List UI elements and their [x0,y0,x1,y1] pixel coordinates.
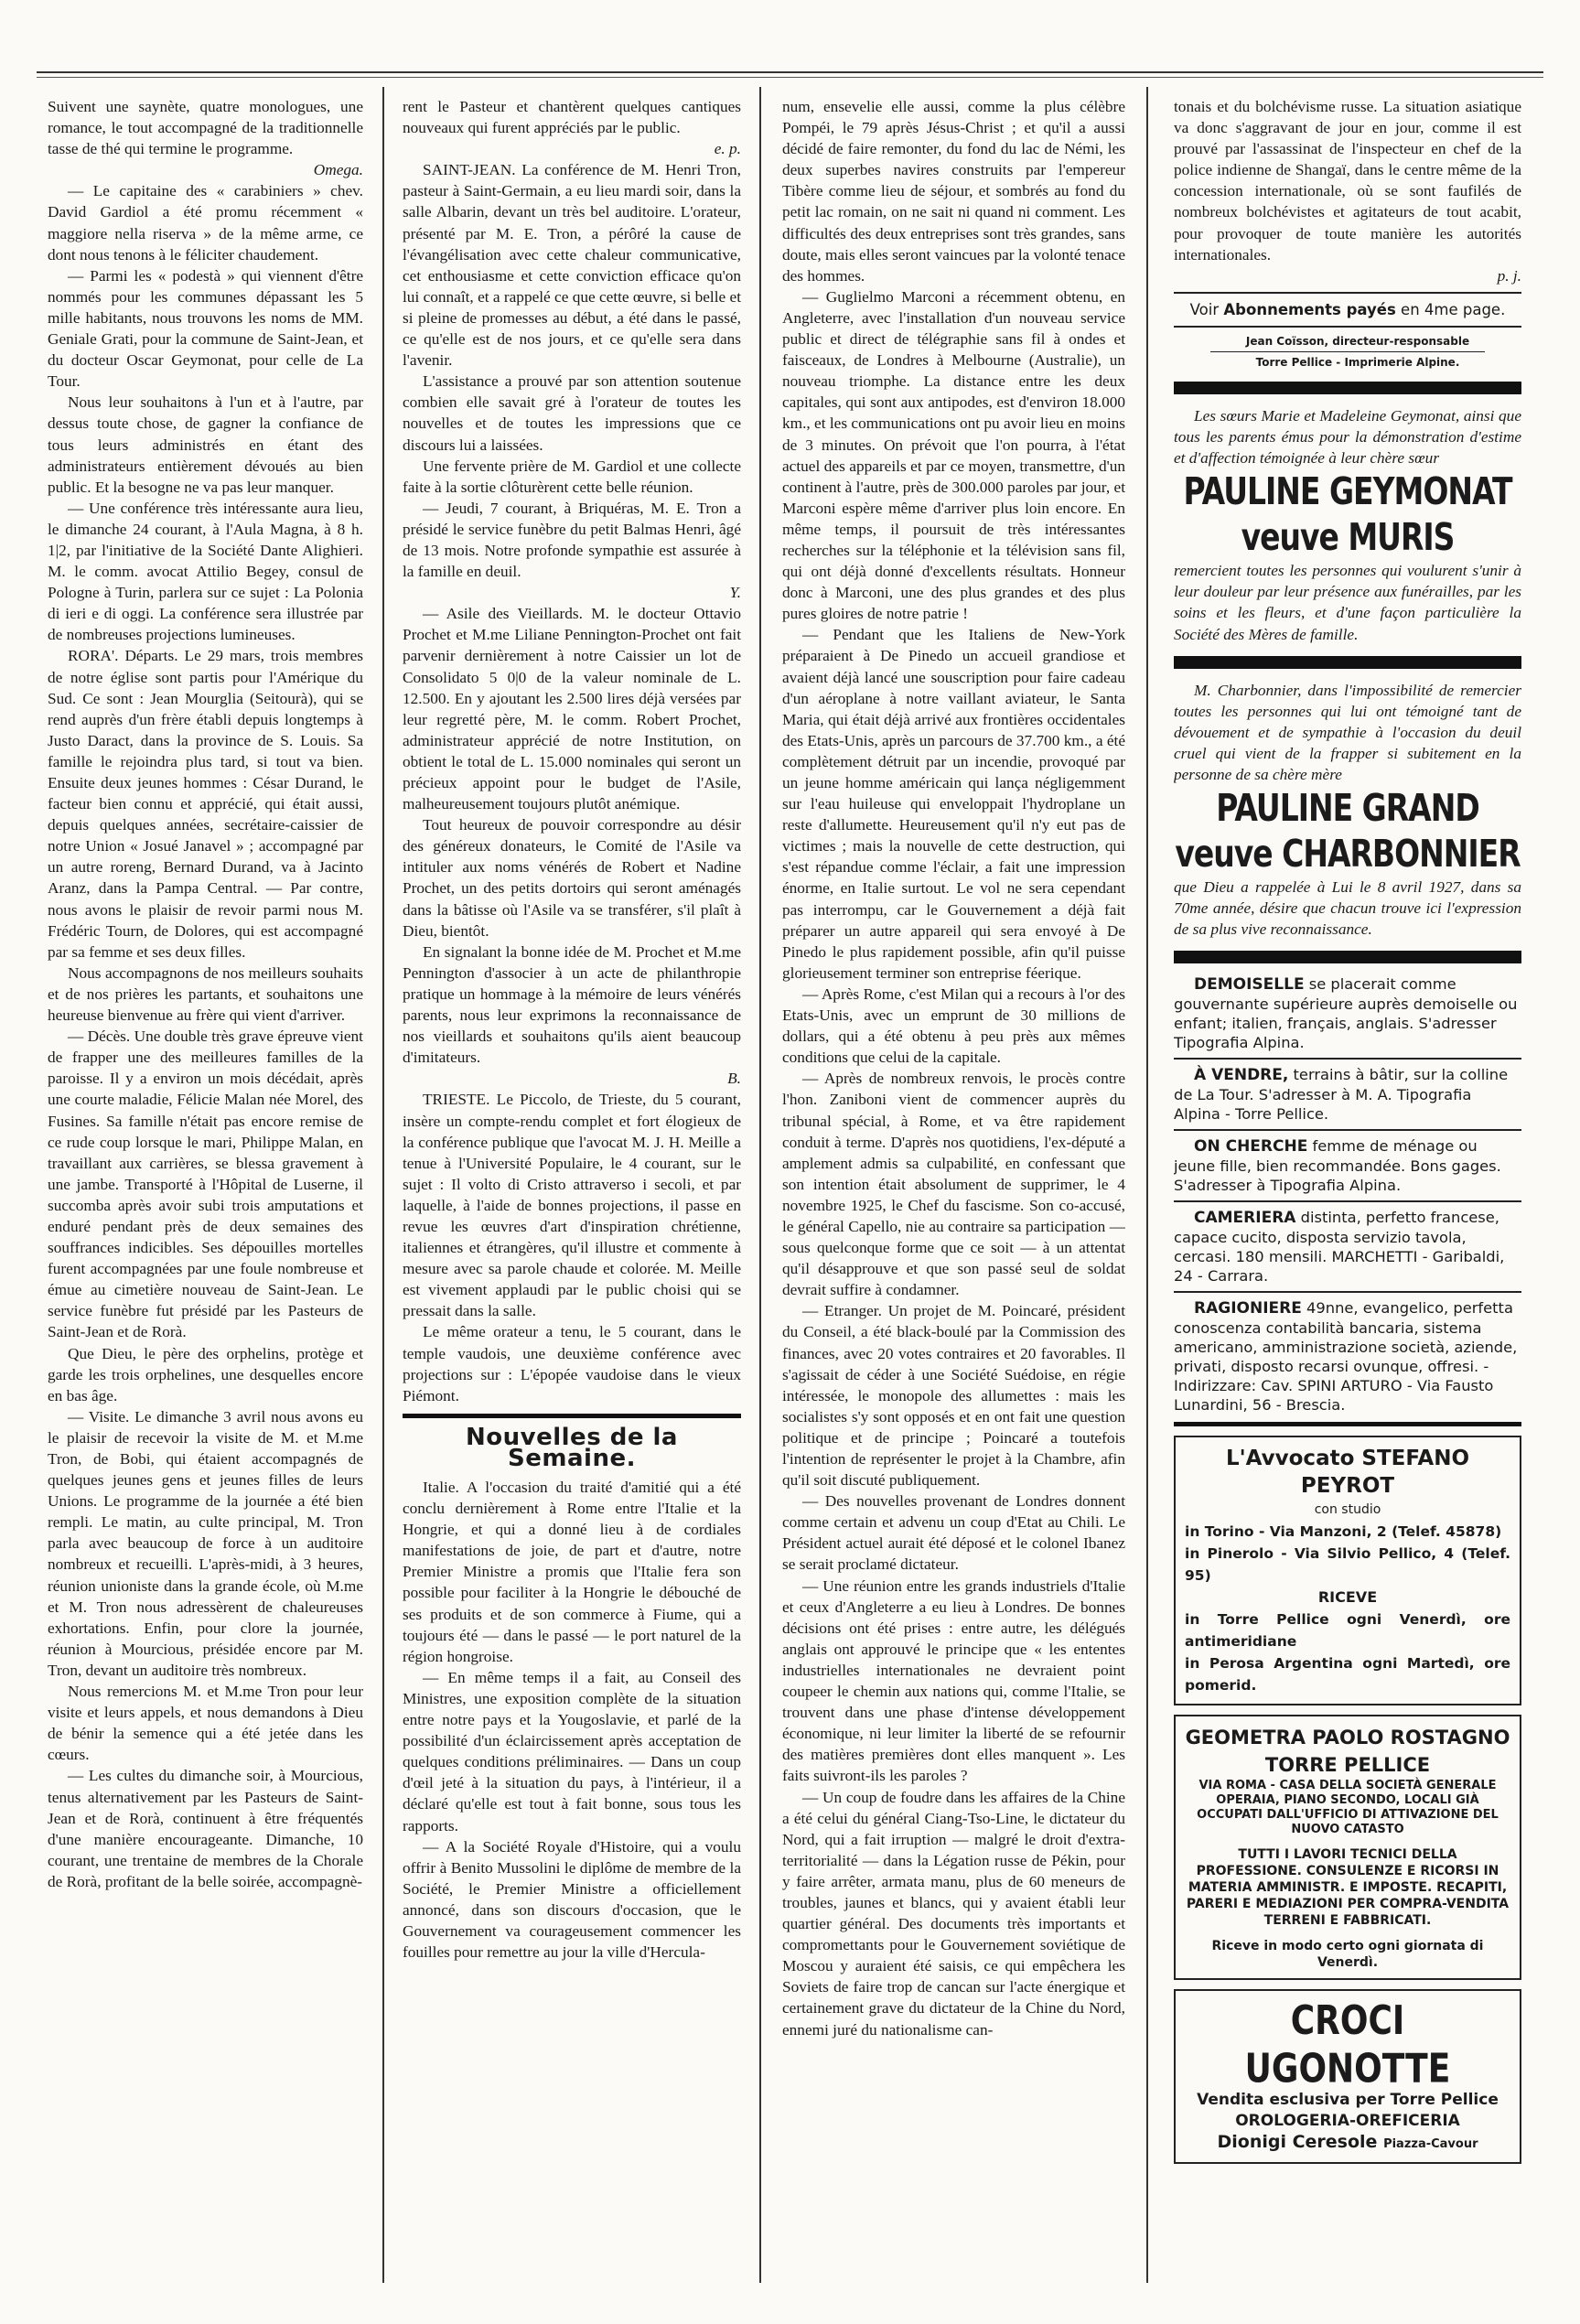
notice-text: remercient toutes les personnes qui voulurent s'unir à leur douleur par leur présence aux funérailles, par les soins et les fleurs, et d'une façon particulière la Société des Mères de famille. [1174,562,1521,643]
section-title: Nouvelles de la Semaine. [466,1423,678,1472]
paragraph: Le même orateur a tenu, le 5 courant, dans le temple vaudois, une deuxième conférence avec projections sur : L'épopée vaudoise dans le vieux Piémont. [403,1323,741,1404]
ad-box-croci [1174,1989,1521,2164]
column-3 [782,96,1125,2287]
column-1 [48,96,363,2287]
classified-ad [1174,974,1521,1052]
notice-text: que Dieu a rappelée à Lui le 8 avril 1927, dans sa 70me année, désire que chacun trouve ici l'expression de sa plus vive reconnaissance. [1174,878,1521,939]
box-line: OROLOGERIA-OREFICERIA [1235,2111,1460,2130]
ad-heading: À VENDRE, [1194,1066,1289,1085]
box-body: TUTTI I LAVORI TECNICI DELLA PROFESSIONE. CONSULENZE E RICORSI IN MATERIA AMMINISTR. E IMPOSTE. RECAPITI, PARERI E MEDIAZIONI PER COMPRA-VENDITA TERRENI E FABBRICATI. [1186,1846,1510,1928]
deceased-name: PAULINE GRAND veuve CHARBONNIER [1175,785,1521,876]
black-bar [1174,382,1521,394]
paragraph: — Les cultes du dimanche soir, à Mourcious, tenus alternativement par les Pasteurs de Saint-Jean et de Rorà, continuent à être fréquentés d'une manière encourageante. Dimanche, 10 courant, une trentaine de membres de la Chorale de Rorà, profitant de la belle soirée, accompagnè- [48,1767,363,1890]
paragraph: — Asile des Vieillards. M. le docteur Ottavio Prochet et M.me Liliane Pennington-Prochet ont fait parvenir dernièrement à notre Caissier un lot de Consolidato 5 0|0 de la valeur nominale de L. 12.500. En y ajoutant les 2.500 lires déjà versées par leur regretté père, M. le comm. Robert Prochet, administrateur apprécié de notre Institution, on obtient le total de L. 15.000 nominales qui seront un précieux appoint pour le budget de l'Asile, malheureusement toujours plutôt anémique. [403,605,741,813]
box-line: in Pinerolo - Via Silvio Pellico, 4 (Telef. 95) [1185,1545,1510,1585]
abon-bold: Abonnements payés [1223,300,1396,318]
paragraph: Tout heureux de pouvoir correspondre au désir des généreux donateurs, le Comité de l'Asile va intituler aux noms vénérés de Robert et Nadine Prochet, un des petits dortoirs qui seront aménagés dans la bâtisse où l'Asile va se transférer, s'il plaît à Dieu, bientôt. [403,816,741,940]
classified-ad [1174,1298,1521,1415]
classified-ad [1174,1136,1521,1195]
box-line: in Torino - Via Manzoni, 2 (Telef. 45878) [1185,1523,1502,1541]
signature: B. [727,1070,741,1088]
paragraph: — Une conférence très intéressante aura lieu, le dimanche 24 courant, à l'Aula Magna, à 8 h. 1|2, par l'initiative de la Société Dante Alighieri. M. le comm. avocat Attilio Begey, consul de Pologne à Turin, parlera sur ce sujet : La Polonia di ieri e di oggi. La conférence sera illustrée par de nombreuses projections lumineuses. [48,499,363,644]
paragraph: — En même temps il a fait, au Conseil des Ministres, une exposition complète de la situation entre notre pays et la Yougoslavie, et parlé de la possibilité d'un éclaircissement après acceptation de quelques conditions préliminaires. — Dans un coup d'œil jeté à la situation du pays, à l'intérieur, il a déclaré qu'elle est tout à fait bonne, sous tous les rapports. [403,1668,741,1834]
paragraph: — Parmi les « podestà » qui viennent d'être nommés pour les communes dépassant les 5 mille habitants, nous trouvons les noms de MM. Geniale Grati, pour la commune de Saint-Jean, et du docteur Oscar Geymonat, pour celle de La Tour. [48,266,363,391]
ad-text: distinta, perfetto francese, capace cucito, disposta servizio tavola, cercasi. 180 mensili. MARCHETTI - Garibaldi, 24 - Carrara. [1174,1209,1505,1286]
divider [1174,1422,1521,1426]
shop-address: Piazza-Cavour [1383,2136,1478,2151]
paragraph: — Visite. Le dimanche 3 avril nous avons eu le plaisir de recevoir la visite de M. et M.me Tron, de Bobi, qui étaient accompagnés de quelques jeunes gens et jeunes filles de leurs Unions. Le programme de la journée a été bien rempli. Le matin, au culte principal, M. Tron parla avec beaucoup de force à un auditoire nombreux et recueilli. L'après-midi, à 3 heures, réunion unioniste dans la grande école, où M.me et M. Tron nous adressèrent de chaleureuses exhortations. Enfin, pour clore la journée, réunion à Mourcious, présidée encore par M. Tron, devant un auditoire très nombreux. [48,1407,363,1679]
box-line [1185,2132,1510,2155]
column-2 [403,96,741,2287]
box-line: in Torre Pellice ogni Venerdì, ore antimeridiane [1185,1610,1510,1650]
column-divider-1 [382,87,384,2283]
responsible-editor: Jean Coïsson, directeur-responsable [1245,334,1470,348]
abon-pre: Voir [1189,300,1220,318]
paragraph: — Une réunion entre les grands industriels d'Italie et ceux d'Angleterre a eu lieu à Londres. De bonnes décisions ont été prises : entre autre, les délégués anglais ont approuvé le principe que « les ententes industrielles internationales ne devraient point coupeer le chemin aux nations qui, comme l'Italie, se trouvent dans une phase d'intense développement économique, ni leur limiter la liberté de se refournir des matières premières dont elles manquent ». Les faits suivront-ils les paroles ? [782,1576,1125,1785]
box-title: GEOMETRA PAOLO ROSTAGNO [1185,1726,1510,1748]
paragraph: Italie. A l'occasion du traité d'amitié qui a été conclu dernièrement à Rome entre l'Italie et la Hongrie, et qui a donné lieu à de cordiales manifestations de joie, de part et d'autre, notre Premier Ministre a promis que l'Italie fera son possible pour faciliter à la Hongrie le débouché de ses produits et de son commerce à Fiume, qui a toujours été — dans le passé — le port naturel de la région hongroise. [403,1479,741,1665]
box-address: VIA ROMA - CASA DELLA SOCIETÀ GENERALE OPERAIA, PIANO SECONDO, LOCALI GIÀ OCCUPATI DALL'UFFICIO DI ATTIVAZIONE DEL NUOVO CATASTO [1197,1778,1499,1836]
box-subtitle: con studio [1314,1502,1381,1518]
divider [1174,1129,1521,1131]
box-line: in Perosa Argentina ogni Martedì, ore pomerid. [1185,1654,1510,1694]
paragraph: num, ensevelie elle aussi, comme la plus célèbre Pompéi, le 79 après Jésus-Christ ; et qu'il a aussi décidé de faire remonter, du fond du lac de Némi, les deux superbes navires construits par l'empereur Tibère comme lieu de séjour, et sombrés au fond du petit lac romain, on ne sait ni quand ni comment. Les difficultés des deux entreprises sont très grandes, sans doute, mais elles seront vaincues par la volonté tenace des hommes. [782,98,1125,285]
paragraph: — Jeudi, 7 courant, à Briquéras, M. E. Tron a présidé le service funèbre du petit Balmas Henri, âgé de 13 mois. Notre profonde sympathie est assurée à la famille en deuil. [403,499,741,581]
paragraph: — Des nouvelles provenant de Londres donnent comme certain et advenu un coup d'Etat au Chili. Le Président actuel aurait été déposé et le colonel Ibanez se serait proclamé dictateur. [782,1492,1125,1574]
paragraph: — Après Rome, c'est Milan qui a recours à l'or des Etats-Unis, avec un emprunt de 30 millions de dollars, qui a été obtenu à peu près aux mêmes conditions que celui de la capitale. [782,984,1125,1067]
ad-text: femme de ménage ou jeune fille, bien recommandée. Bons gages. S'adresser à Tipografia Alpina. [1174,1137,1501,1195]
divider [1174,1058,1521,1060]
paragraph: tonais et du bolchévisme russe. La situation asiatique va donc s'aggravant de jour en jour, comme il est prouvé par l'assassinat de l'inspecteur en chef de la police indienne de Shangaï, dans le centre même de la concession internationale, où se sont faufilés de nombreux bolchévistes et agitateurs de tout acabit, pour provoquer de toute manière les autorités internationales. [1174,98,1521,264]
signature: Omega. [313,161,363,179]
divider [1174,1291,1521,1293]
top-rule [37,71,1543,73]
ad-text: 49nne, evangelico, perfetta conoscenza contabilità bancaria, sistema americano, amministrazione società, aziende, privati, disposto recarsi ovunque, offresi. - Indirizzare: Cav. SPINI ARTURO - Via Fausto Lunardini, 56 - Brescia. [1174,1299,1518,1415]
paragraph: TRIESTE. Le Piccolo, de Trieste, du 5 courant, insère un compte-rendu complet et fort élogieux de la conférence publique que l'avocat M. J. H. Meille a tenue à l'Université Populaire, le 4 courant, sur le sujet : Il volto di Cristo attraverso i secoli, et par laquelle, à l'aide de bonnes projections, il passe en revue les œuvres d'art d'inspiration chrétienne, italiennes et étrangères, qu'il illustre et commente à mesure avec sa parole chaude et colorée. M. Meille est vivement applaudi par le public choisi qui se pressait dans la salle. [403,1091,741,1320]
signature: p. j. [1497,266,1521,285]
ad-box-lawyer [1174,1436,1521,1705]
paragraph: — Un coup de foudre dans les affaires de la Chine a été celui du général Ciang-Tso-Line, le dictateur du Nord, qui a fait irruption — malgré le droit d'extra-territorialité — dans la Légation russe de Pékin, pour y faire arrêter, armata manu, plus de 60 meneurs de troubles, jaunes et blancs, qui y avaient établi leur quartier général. Des documents très importants et compromettants pour le Gouvernement soviétique de Moscou y auraient été saisis, ce qui empêchera les Soviets de faire trop de cancan sur l'acte énergique et certainement grave du dictateur de la Chine du Nord, ennemi juré du nationalisme can- [782,1788,1125,2039]
classified-ad [1174,1208,1521,1286]
box-footer: Riceve in modo certo ogni giornata di Venerdì. [1211,1938,1484,1970]
ad-heading: CAMERIERA [1194,1209,1296,1228]
section-rule [403,1414,741,1418]
ad-heading: DEMOISELLE [1194,975,1305,995]
black-bar [1174,951,1521,963]
divider [1174,292,1521,294]
column-4 [1174,96,1521,2287]
paragraph: — Après de nombreux renvois, le procès contre l'hon. Zaniboni vient de commencer auprès du tribunal spécial, à Rome, et va être rapidement conduit à terme. D'après nos quotidiens, l'ex-député a amplement admis sa culpabilité, en confessant que son intention était absolument de supprimer, le 4 novembre 1925, le Chef du fascisme. Son co-accusé, le général Capello, nie au contraire sa participation — sous quelconque forme que ce soit — à un attentat qu'il désapprouve et que son passé seul de soldat devrait suffire à condamner. [782,1070,1125,1299]
ad-text: se placerait comme gouvernante supérieure auprès demoiselle ou enfant; italien, français, anglais. S'adresser Tipografia Alpina. [1174,975,1518,1052]
paragraph: — Pendant que les Italiens de New-York préparaient à De Pinedo un accueil grandiose et avaient déjà lancé une souscription pour faire cadeau d'un aéroplane à notre vaillant aviateur, le Santa Maria, qui était déjà arrivé aux frontières occidentales des Etats-Unis, après un parcours de 37.700 km., a été complètement détruit par un incendie, provoqué par un jeune homme américain qui lança négligemment sur l'eau huileuse qui enveloppait l'hydroplane un reste d'allumette. Heureusement qu'il n'y eut pas de victimes ; mais la nouvelle de cette destruction, qui s'est répandue comme l'éclair, a fait une impression énorme, en Italie surtout. Le vol ne sera cependant pas interrompu, car le Gouvernement a déjà fait préparer un autre appareil qui sera envoyé à De Pinedo le plus rapidement possible, afin qu'il puisse glorieusement terminer son entreprise féerique. [782,626,1125,982]
paragraph: rent le Pasteur et chantèrent quelques cantiques nouveaux qui furent appréciés par le public. [403,98,741,137]
divider [1174,326,1521,328]
signature: Y. [729,584,741,602]
column-divider-3 [1146,87,1148,2283]
printer-line: Torre Pellice - Imprimerie Alpine. [1255,355,1460,369]
paragraph: — Guglielmo Marconi a récemment obtenu, en Angleterre, avec l'installation d'un nouveau service public et direct de télégraphie sans fil à ondes et faisceaux, de Londres à Melbourne (Australie), un nouveau triomphe. La distance entre les deux capitales, qui sont aux antipodes, est d'environ 18.000 km., et les communications ont pu avoir lieu en moins de 3 minutes. On prévoit que l'on pourra, à l'état actuel des appareils et par ce moyen, transmettre, d'un continent à l'autre, près de 300.000 paroles par jour, et Marconi espère même d'arriver plus loin encore. En même temps, il poursuit de très intéressantes recherches sur la téléphonie et la télévision sans fil, qui ont déjà donné d'excellents résultats. Honneur donc à Marconi, une des plus grandes et des plus pures gloires de notre patrie ! [782,287,1125,623]
box-city: TORRE PELLICE [1264,1753,1431,1776]
ad-heading: RAGIONIERE [1194,1299,1302,1318]
signature: e. p. [714,140,741,158]
paragraph: RORA'. Départs. Le 29 mars, trois membres de notre église sont partis pour l'Amérique du Sud. Ce sont : Jean Mourglia (Seitourà), qui se rend auprès d'un frère établi depuis longtemps à Justo Daract, dans la province de S. Louis. Sa famille le rejoindra plus tard, si tout va bien. Ensuite deux jeunes hommes : César Durand, le facteur bien connu et apprécié, qui était aussi, depuis quelques années, secrétaire-caissier de notre Union « Josué Janavel » ; accompagné par un autre roreng, Bernard Durand, va à Jacinto Aranz, dans la Pampa Central. — Par contre, nous avons le plaisir de revoir parmi nous M. Frédéric Tourn, de Dolores, qui est accompagné par sa femme et ses deux filles. [48,647,363,961]
column-divider-2 [759,87,761,2283]
ad-heading: ON CHERCHE [1194,1137,1308,1157]
paragraph: Une fervente prière de M. Gardiol et une collecte faite à la sortie clôturèrent cette belle réunion. [403,457,741,496]
paragraph: Que Dieu, le père des orphelins, protège et garde les trois orphelines, une desquelles encore en bas âge. [48,1344,363,1404]
box-title: L'Avvocato STEFANO PEYROT [1225,1447,1470,1499]
paragraph: — Le capitaine des « carabiniers » chev. David Gardiol a été promu récemment « maggiore nella riserva » de la même arme, ce dont nous tenons à le féliciter chaudement. [48,182,363,264]
divider [1174,1200,1521,1202]
paragraph: Nous leur souhaitons à l'un et à l'autre, par dessus toute chose, de gagner la confiance de tous leurs administrés en étant des administrateurs entièrement dévoués au bien public. Et la besogne ne va pas leur manquer. [48,393,363,496]
box-title: CROCI UGONOTTE [1244,1997,1451,2092]
box-line: Vendita esclusiva per Torre Pellice [1197,2090,1499,2109]
paragraph: — Etranger. Un projet de M. Poincaré, président du Conseil, a été black-boulé par la Commission des finances, avec 20 votes contraires et 20 favorables. Il s'agissait de céder à une Société Suédoise, en régie intéressée, le monopole des allumettes : mais les socialistes s'y sont opposés et en ont fait une question politique et de principe ; Poincaré a toutefois l'intention de représenter le projet à la Chambre, afin qu'il soit discuté publiquement. [782,1302,1125,1490]
top-rule-thin [37,77,1543,78]
classified-ad [1174,1065,1521,1124]
ad-text: terrains à bâtir, sur la colline de La Tour. S'adresser à M. A. Tipografia Alpina - Torre Pellice. [1174,1066,1509,1124]
abonnements-line [1174,299,1521,320]
paragraph: SAINT-JEAN. La conférence de M. Henri Tron, pasteur à Saint-Germain, a eu lieu mardi soir, dans la salle Albarin, devant un très bel auditoire. L'orateur, présenté par M. E. Tron, a pérôré la cause de l'évangélisation avec cette chaleur communicative, cet enthousiasme et cette conviction efficace qu'on lui connaît, et a rappelé ce que cette œuvre, si belle et si pleine de promesses au début, a été dans le passé, ce qu'elle est de nos jours, et ce qu'elle sera dans l'avenir. [403,161,741,370]
ad-box-geometra [1174,1715,1521,1980]
deceased-name: PAULINE GEYMONAT veuve MURIS [1183,468,1512,559]
abon-post: en 4me page. [1401,300,1506,318]
box-riceve: RICEVE [1317,1588,1378,1607]
paragraph: — A la Société Royale d'Histoire, qui a voulu offrir à Benito Mussolini le diplôme de membre de la Société, le Premier Ministre a officiellement annoncé, dans son discours d'occasion, que le Gouvernement va courageusement commencer les fouilles pour remettre au jour la ville d'Hercula- [403,1837,741,1962]
paragraph: Suivent une saynète, quatre monologues, une romance, le tout accompagné de la traditionnelle tasse de thé qui termine le programme. [48,98,363,158]
paragraph: L'assistance a prouvé par son attention soutenue combien elle savait gré à l'orateur de toutes les nouvelles et de toutes les impressions que ce discours lui a laissées. [403,372,741,454]
notice-text: Les sœurs Marie et Madeleine Geymonat, ainsi que tous les parents émus pour la démonstration d'estime et d'affection témoignée à leur chère sœur [1174,406,1521,468]
paragraph: Nous accompagnons de nos meilleurs souhaits et de nos prières les partants, et souhaitons une heureuse bienvenue au frère qui vient d'arriver. [48,963,363,1025]
paragraph: En signalant la bonne idée de M. Prochet et M.me Pennington d'associer à un acte de philanthropie pratique un hommage à la mémoire de leurs vénérés parents, nous leur exprimons la reconnaissance de nos vieillards et souhaitons qu'ils aient beaucoup d'imitateurs. [403,942,741,1067]
divider [1210,351,1485,352]
shop-name: Dionigi Ceresole [1217,2131,1378,2152]
paragraph: — Décès. Une double très grave épreuve vient de frapper une des meilleures familles de la paroisse. Il y a environ un mois décédait, après une courte maladie, Félicie Malan née Morel, des Fusines. Sa famille n'était pas encore remise de ce rude coup lorsque le mari, Philippe Malan, en travaillant aux carrières, se blessa gravement à une jambe. Transporté à l'Hôpital de Luserne, il succomba après avoir subi trois amputations et enduré pendant près de deux semaines des souffrances indicibles. Ses dépouilles mortelles furent accompagnées par une foule nombreuse et émue au cimetière nouveau de Saint-Jean. Le service funèbre fut présidé par les Pasteurs de Saint-Jean et de Rorà. [48,1028,363,1341]
paragraph: Nous remercions M. et M.me Tron pour leur visite et leurs appels, et nous demandons à Dieu de bénir la semence qui a été jetée dans les cœurs. [48,1683,363,1764]
black-bar [1174,656,1521,669]
notice-text: M. Charbonnier, dans l'impossibilité de remercier toutes les personnes qui lui ont témoigné tant de dévouement et de sympathie à l'occasion du deuil cruel qui vient de la frapper si subitement en la personne de sa chère mère [1174,681,1521,783]
